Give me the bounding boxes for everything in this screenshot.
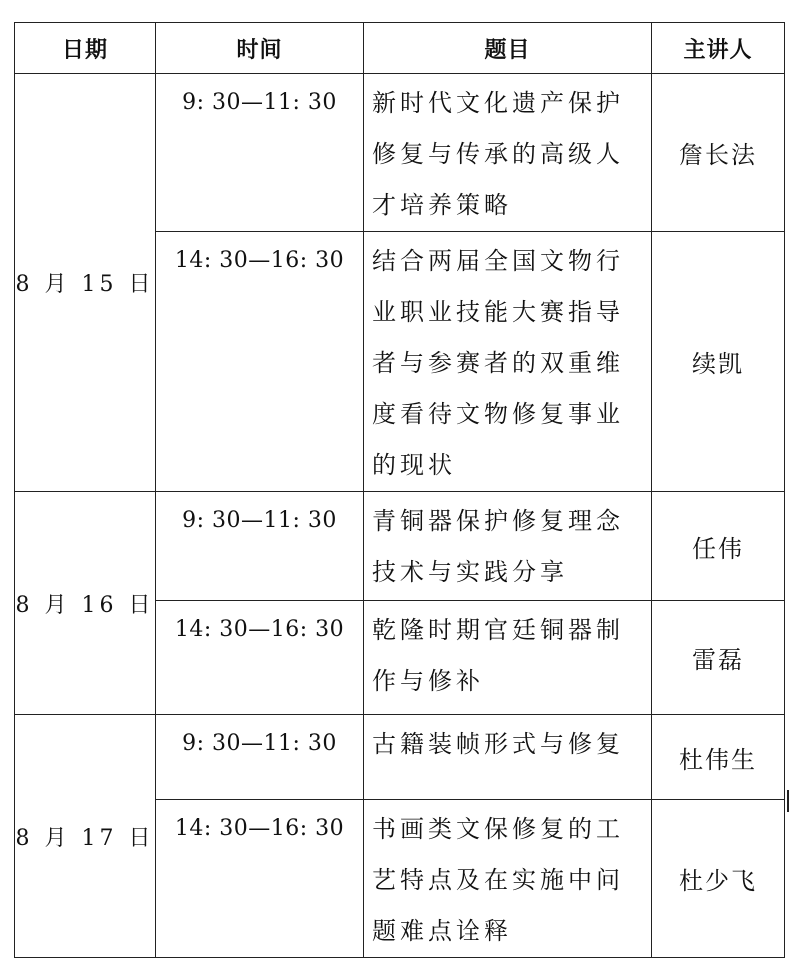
topic-cell: 青铜器保护修复理念技术与实践分享: [364, 492, 652, 601]
time-cell: 9: 30—11: 30: [156, 492, 364, 601]
topic-cell: 书画类文保修复的工艺特点及在实施中问题难点诠释: [364, 800, 652, 958]
time-cell: 9: 30—11: 30: [156, 74, 364, 232]
speaker-cell: 续凯: [652, 232, 785, 492]
topic-cell: 古籍装帧形式与修复: [364, 715, 652, 800]
time-cell: 14: 30—16: 30: [156, 800, 364, 958]
date-cell: 8 月 16 日: [15, 492, 156, 715]
speaker-cell: 杜伟生: [652, 715, 785, 800]
date-cell: 8 月 17 日: [15, 715, 156, 958]
header-speaker: 主讲人: [652, 23, 785, 74]
header-time: 时间: [156, 23, 364, 74]
header-row: [15, 23, 785, 74]
topic-cell: 乾隆时期官廷铜器制作与修补: [364, 601, 652, 715]
time-cell: 14: 30—16: 30: [156, 601, 364, 715]
header-topic: 题目: [364, 23, 652, 74]
speaker-cell: 雷磊: [652, 601, 785, 715]
schedule-table: [14, 22, 785, 958]
speaker-cell: 杜少飞: [652, 800, 785, 958]
speaker-cell: 任伟: [652, 492, 785, 601]
margin-mark: [787, 790, 789, 812]
header-date: 日期: [15, 23, 156, 74]
table-row: [15, 492, 785, 601]
time-cell: 14: 30—16: 30: [156, 232, 364, 492]
speaker-cell: 詹长法: [652, 74, 785, 232]
table-row: [15, 715, 785, 800]
table-row: [15, 74, 785, 232]
topic-cell: 新时代文化遗产保护修复与传承的高级人才培养策略: [364, 74, 652, 232]
topic-cell: 结合两届全国文物行业职业技能大赛指导者与参赛者的双重维度看待文物修复事业的现状: [364, 232, 652, 492]
date-cell: 8 月 15 日: [15, 74, 156, 492]
time-cell: 9: 30—11: 30: [156, 715, 364, 800]
